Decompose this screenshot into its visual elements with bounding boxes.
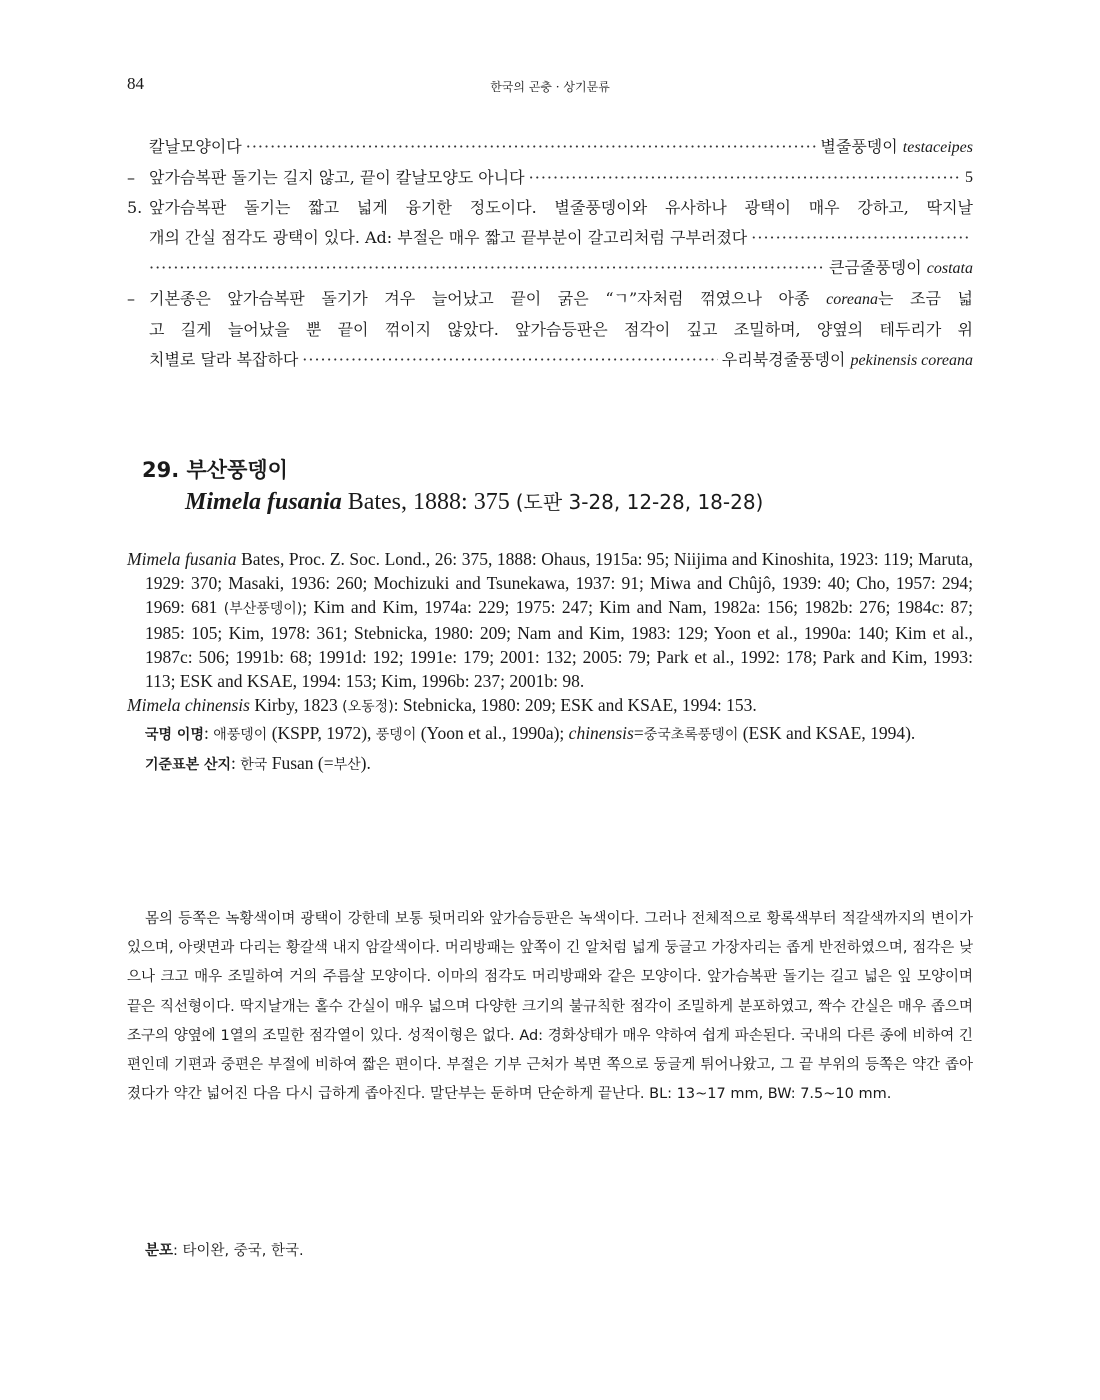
reference-entry: Mimela fusania Bates, Proc. Z. Soc. Lond., 26: 375, 1888: Ohaus, 1915a: 95; Niijima and Kinoshita, 1923: 119; Maruta, 1929: 370; Masaki, 1936: 260; Mochizuki and Tsunekawa, 1937: 91; Miwa and Chûjô, 1939: 40; Cho, 1957: 294; 1969: 681 (부산풍뎅이); Kim and Kim, 1974a: 229; 1975: 247; Kim and Nam, 1982a: 156; 1982b: 276; 1984c: 87; 1985: 105; Kim, 1978: 361; Stebnicka, 1980: 209; Nam and Kim, 1983: 129; Yoon et al., 1990a: 140; Kim et al., 1987c: 506; 1991b: 68; 1991d: 192; 1991e: 179; 2001: 132; 2005: 79; Park et al., 1992: 178; Park and Kim, 1993: 113; ESK and KSAE, 1994: 153; Kim, 1996b: 237; 2001b: 98. <box>127 549 973 691</box>
plate-refs: (도판 3-28, 12-28, 18-28) <box>515 490 764 514</box>
key-result: 5 <box>965 169 973 186</box>
leader-dots <box>751 223 969 253</box>
page-number: 84 <box>127 74 144 93</box>
page-header <box>127 74 973 98</box>
key-result: 우리북경줄풍뎅이 pekinensis coreana <box>721 350 973 369</box>
citation: Bates, 1888: 375 <box>341 489 516 515</box>
distribution: 분포: 타이완, 중국, 한국. <box>145 1243 304 1259</box>
synonymy-references <box>127 547 973 777</box>
leader-dots <box>149 253 825 284</box>
leader-dots <box>529 163 961 193</box>
genus-species: Mimela fusania <box>185 489 342 515</box>
key-line: – 앞가슴복판 돌기는 길지 않고, 끝이 칼날모양도 아니다 ····· 5 <box>127 163 973 193</box>
key-result: 별줄풍뎅이 testaceipes <box>820 137 973 156</box>
species-heading <box>142 455 763 519</box>
species-scientific-name <box>142 485 763 519</box>
reference-entry: Mimela chinensis Kirby, 1823 (오동정): Stebnicka, 1980: 209; ESK and KSAE, 1994: 153. <box>127 695 757 715</box>
leader-dots <box>246 132 817 163</box>
key-line: – 기본종은 앞가슴복판 돌기가 겨우 늘어났고 끝이 굵은 “ㄱ”자처럼 꺾였으나 아종 coreana는 조금 넓 <box>127 289 974 308</box>
key-result: 큰금줄풍뎅이 costata <box>828 258 973 277</box>
korean-name-synonyms: 국명 이명: 애풍뎅이 (KSPP, 1972), 풍뎅이 (Yoon et al., 1990a); chinensis=중국초록풍뎅이 (ESK and KSAE, 1994). <box>145 723 916 743</box>
key-line <box>127 253 973 284</box>
type-locality: 기준표본 산지: 한국 Fusan (=부산). <box>145 753 371 773</box>
key-line: 칼날모양이다 ····· 별줄풍뎅이 testaceipes <box>127 132 973 163</box>
key-line: 고 길게 늘어났을 뿐 끝이 꺾이지 않았다. 앞가슴등판은 점각이 깊고 조밀하며, 양옆의 테두리가 위 <box>149 320 973 339</box>
species-description: 몸의 등쪽은 녹황색이며 광택이 강한데 보통 뒷머리와 앞가슴등판은 녹색이다. 그러나 전체적으로 황록색부터 적갈색까지의 변이가 있으며, 아랫면과 다리는 황갈색 내지 암갈색이다. 머리방패는 앞쪽이 긴 알처럼 넓게 둥글고 가장자리는 좁게 반전하였으며, 점각은 낮으나 크고 매우 조밀하여 거의 주름살 모양이다. 이마의 점각도 머리방패와 같은 모양이다. 앞가슴복판 돌기는 길고 넓은 잎 모양이며 끝은 직선형이다. 딱지날개는 홀수 간실이 매우 넓으며 다양한 크기의 불규칙한 점각이 조밀하게 분포하였고, 짝수 간실은 매우 좁으며 조구의 양옆에 1열의 조밀한 점각열이 있다. 성적이형은 없다. Ad: 경화상태가 매우 약하여 쉽게 파손된다. 국내의 다른 종에 비하여 긴 편인데 기편과 중편은 부절에 비하여 짧은 편이다. 부절은 기부 근처가 복면 쪽으로 둥글게 튀어나왔고, 그 끝 부위의 등쪽은 약간 좁아졌다가 약간 넓어진 다음 다시 급하게 좁아진다. 말단부는 둔하며 단순하게 끝난다. BL: 13~17 mm, BW: 7.5~10 mm. <box>127 911 973 1103</box>
leader-dots <box>302 345 717 376</box>
running-title: 한국의 곤충 · 상기문류 <box>490 80 610 94</box>
key-line: 치별로 달라 복잡하다 ····· 우리북경줄풍뎅이 pekinensis coreana <box>127 345 973 376</box>
species-number-title: 29. 부산풍뎅이 <box>142 458 288 482</box>
identification-key <box>127 132 973 376</box>
key-line: 개의 간실 점각도 광택이 있다. Ad: 부절은 매우 짧고 끝부분이 갈고리처럼 구부러졌다 ····· <box>127 223 973 253</box>
key-line: 5. 앞가슴복판 돌기는 짧고 넓게 융기한 정도이다. 별줄풍뎅이와 유사하나 광택이 매우 강하고, 딱지날 <box>127 198 973 217</box>
